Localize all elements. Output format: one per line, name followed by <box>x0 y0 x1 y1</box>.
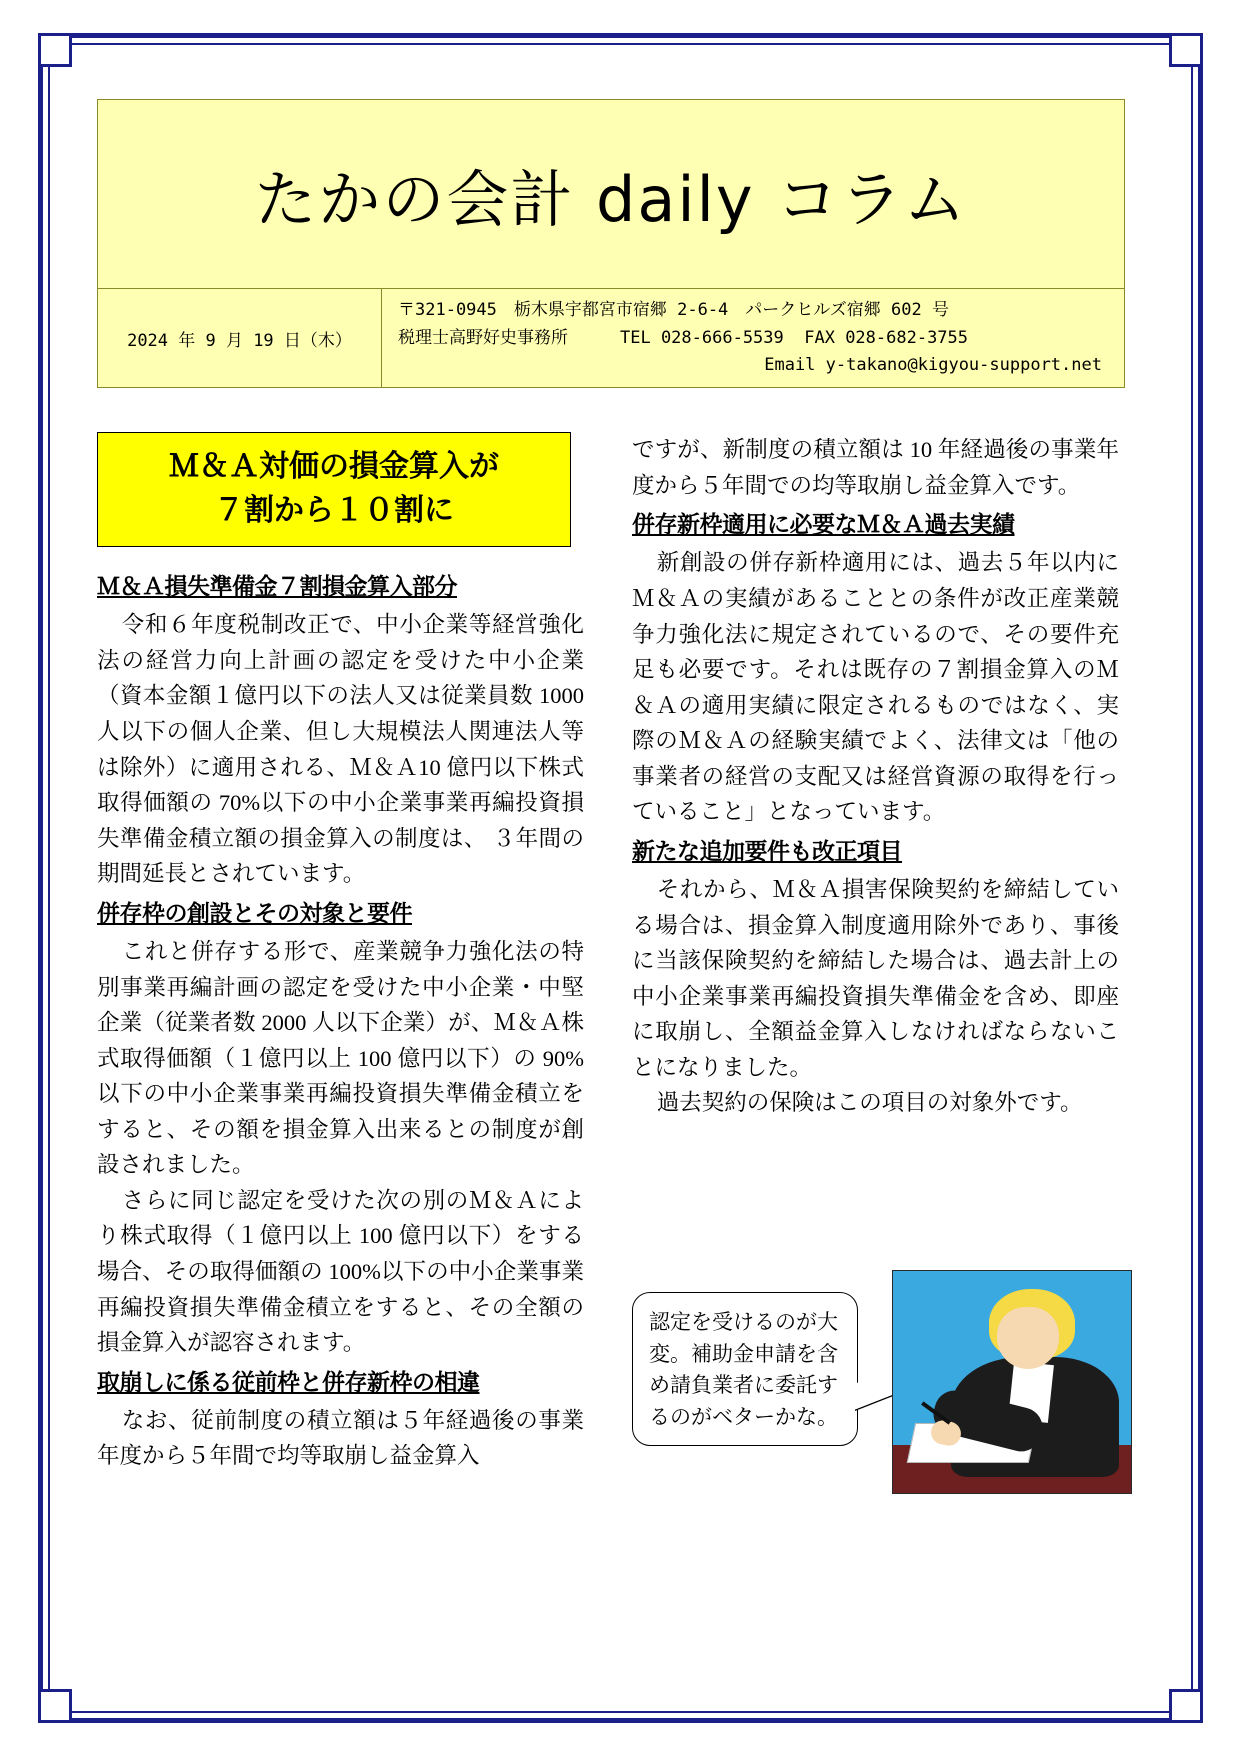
right-column <box>632 432 1119 1121</box>
person-face <box>997 1307 1059 1369</box>
paragraph-left-2: これと併存する形で、産業競争力強化法の特別事業再編計画の認定を受けた中小企業・中堅企業（従業者数 2000 人以下企業）が、Ｍ＆Ａ株式取得価額（１億円以上 100 億円以下）の 90%以下の中小企業事業再編投資損失準備金積立をすると、その額を損金算入出来るとの制度が創設されました。 <box>97 939 584 1178</box>
frame-corner-top-right <box>1169 33 1203 67</box>
left-column <box>97 432 584 1474</box>
office-contact-block <box>382 289 1124 387</box>
section-heading-1: Ｍ＆Ａ損失準備金７割損金算入部分 <box>97 573 457 600</box>
frame-corner-bottom-left <box>38 1689 72 1723</box>
illustration-area <box>632 1270 1132 1520</box>
paragraph-right-2: 新創設の併存新枠適用には、過去５年以内にＭ＆Ａの実績があることとの条件が改正産業競争力強化法に規定されているので、その要件充足も必要です。それは既存の７割損金算入のＭ＆Ａの適用実績に限定されるものではなく、実際のＭ＆Ａの経験実績でよく、法律文は「他の事業者の経営の支配又は経営資源の取得を行っていること」となっています。 <box>632 550 1119 825</box>
section-heading-4: 併存新枠適用に必要なＭ＆Ａ過去実績 <box>632 511 1015 539</box>
office-address: 〒321-0945 栃木県宇都宮市宿郷 2-6-4 パークヒルズ宿郷 602 号 <box>398 300 949 320</box>
article-headline <box>97 432 571 547</box>
issue-date: 2024 年 9 月 19 日（木） <box>98 289 382 387</box>
paragraph-left-1: 令和６年度税制改正で、中小企業等経営強化法の経営力向上計画の認定を受けた中小企業（資本金額１億円以下の法人又は従業員数 1000 人以下の個人企業、但し大規模法人関連法人等は除外）に適用される、Ｍ＆Ａ10 億円以下株式取得価額の 70%以下の中小企業事業再編投資損失準備金積立額の損金算入の制度は、 ３年間の期間延長とされています。 <box>97 612 584 887</box>
paragraph-right-1: ですが、新制度の積立額は 10 年経過後の事業年度から５年間での均等取崩し益金算入です。 <box>632 437 1119 498</box>
office-fax: FAX 028-682-3755 <box>804 327 969 348</box>
headline-line-2: ７割から１０割に <box>214 492 454 528</box>
masthead-info-row <box>98 289 1124 387</box>
office-name-tel-fax <box>398 325 1124 353</box>
paragraph-left-4: なお、従前制度の積立額は５年経過後の事業年度から５年間で均等取崩し益金算入 <box>97 1407 584 1469</box>
office-tel: TEL 028-666-5539 <box>620 327 784 348</box>
businessman-illustration <box>892 1270 1132 1494</box>
section-heading-2: 併存枠の創設とその対象と要件 <box>97 899 412 927</box>
frame-corner-top-left <box>38 33 72 67</box>
office-name: 税理士高野好史事務所 <box>398 327 568 348</box>
section-heading-3: 取崩しに係る従前枠と併存新枠の相違 <box>97 1368 480 1396</box>
frame-corner-bottom-right <box>1169 1689 1203 1723</box>
office-email: Email y-takano@kigyou-support.net <box>764 355 1102 376</box>
speech-balloon: 認定を受けるのが大変。補助金申請を含め請負業者に委託するのがベターかな。 <box>632 1292 858 1446</box>
paragraph-left-3: さらに同じ認定を受けた次の別のＭ＆Ａにより株式取得（１億円以上 100 億円以下）をする場合、その取得価額の 100%以下の中小企業事業再編投資損失準備金積立をすると、その全額の損金算入が認容されます。 <box>97 1187 584 1356</box>
paragraph-right-4: 過去契約の保険はこの項目の対象外です。 <box>656 1090 1083 1116</box>
newsletter-title: たかの会計 daily コラム <box>98 100 1124 289</box>
headline-line-1: Ｍ＆Ａ対価の損金算入が <box>169 449 499 484</box>
paragraph-right-3: それから、Ｍ＆Ａ損害保険契約を締結している場合は、損金算入制度適用除外であり、事後に当該保険契約を締結した場合は、過去計上の中小企業事業再編投資損失準備金を含め、即座に取崩し、全額益金算入しなければならないことになりました。 <box>632 877 1119 1080</box>
masthead <box>97 99 1125 388</box>
section-heading-5: 新たな追加要件も改正項目 <box>632 837 902 865</box>
